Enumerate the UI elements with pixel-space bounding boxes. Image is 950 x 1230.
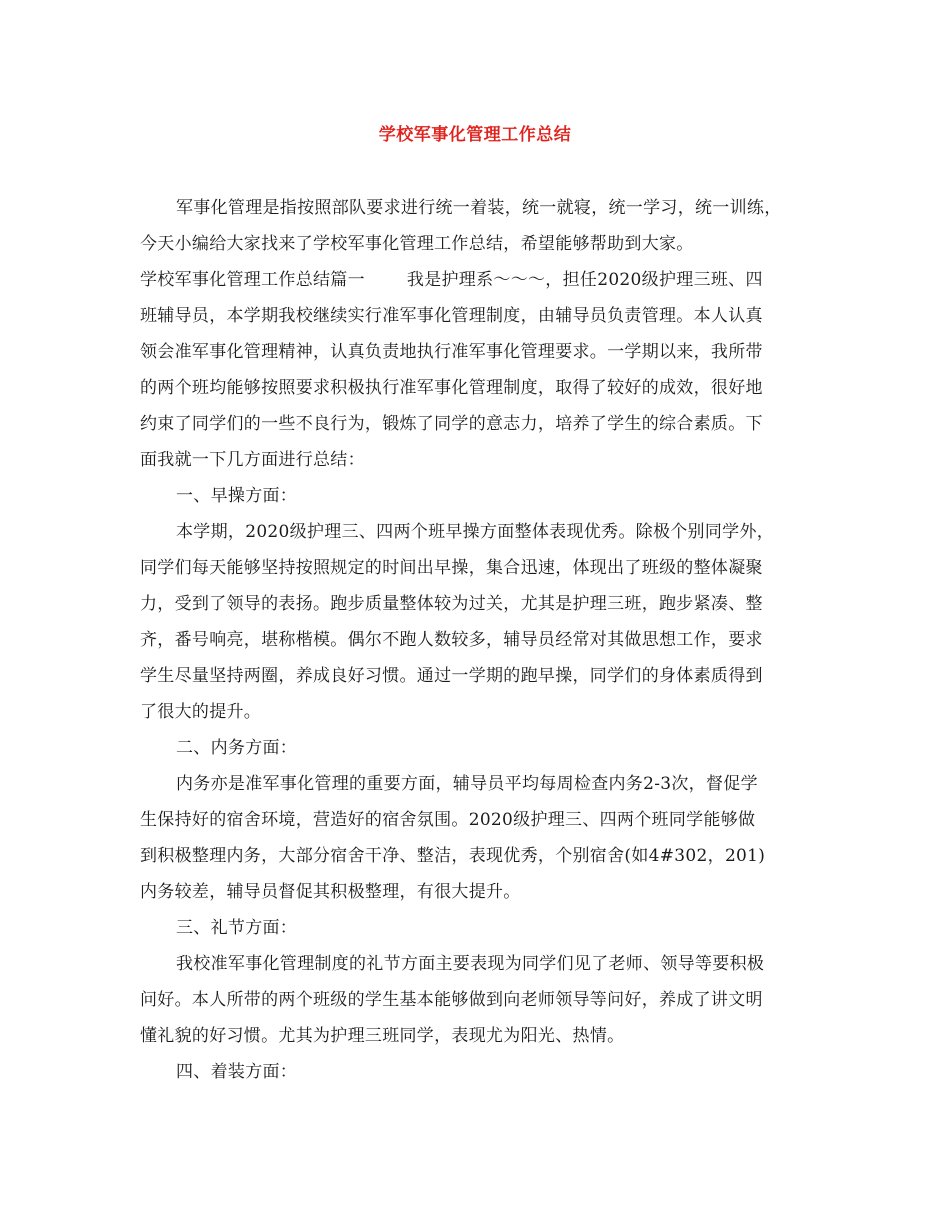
document-title: 学校军事化管理工作总结	[378, 125, 572, 145]
paragraph-line: 内务亦是准军事化管理的重要方面，辅导员平均每周检查内务2-3次，督促学	[176, 774, 758, 794]
paragraph-line: 懂礼貌的好习惯。尤其为护理三班同学，表现尤为阳光、热情。	[140, 1026, 625, 1046]
paragraph-line: 内务较差，辅导员督促其积极整理，有很大提升。	[140, 882, 521, 902]
section-heading: 学校军事化管理工作总结篇一	[140, 270, 365, 290]
subsection-heading: 四、着装方面：	[176, 1062, 298, 1082]
subsection-heading: 三、礼节方面：	[176, 918, 298, 938]
paragraph-text: 我是护理系～～～，担任2020级护理三班、四	[406, 270, 763, 290]
paragraph-line: 军事化管理是指按照部队要求进行统一着装，统一就寝，统一学习，统一训练，	[176, 198, 782, 218]
paragraph-line: 了很大的提升。	[140, 702, 262, 722]
paragraph-line: 班辅导员，本学期我校继续实行准军事化管理制度，由辅导员负责管理。本人认真	[140, 306, 763, 326]
paragraph-line: 面我就一下几方面进行总结：	[140, 450, 365, 470]
paragraph-line: 领会准军事化管理精神，认真负责地执行准军事化管理要求。一学期以来，我所带	[140, 342, 763, 362]
paragraph-line: 问好。本人所带的两个班级的学生基本能够做到向老师领导等问好，养成了讲文明	[140, 990, 763, 1010]
paragraph-line: 生保持好的宿舍环境，营造好的宿舍氛围。2020级护理三、四两个班同学能够做	[140, 810, 756, 830]
paragraph-line: 齐，番号响亮，堪称楷模。偶尔不跑人数较多，辅导员经常对其做思想工作，要求	[140, 630, 763, 650]
paragraph-line: 力，受到了领导的表扬。跑步质量整体较为过关，尤其是护理三班，跑步紧凑、整	[140, 594, 763, 614]
paragraph-line: 到积极整理内务，大部分宿舍干净、整洁，表现优秀，个别宿舍(如4#302，201)	[140, 846, 766, 866]
paragraph-line: 学生尽量坚持两圈，养成良好习惯。通过一学期的跑早操，同学们的身体素质得到	[140, 666, 763, 686]
subsection-heading: 二、内务方面：	[176, 738, 298, 758]
paragraph-line: 同学们每天能够坚持按照规定的时间出早操，集合迅速，体现出了班级的整体凝聚	[140, 558, 763, 578]
paragraph-line: 的两个班均能够按照要求积极执行准军事化管理制度，取得了较好的成效，很好地	[140, 378, 763, 398]
paragraph-line: 本学期，2020级护理三、四两个班早操方面整体表现优秀。除极个别同学外，	[176, 522, 775, 542]
paragraph-line-heading	[140, 268, 820, 292]
paragraph-line: 今天小编给大家找来了学校军事化管理工作总结，希望能够帮助到大家。	[140, 234, 694, 254]
paragraph-line: 约束了同学们的一些不良行为，锻炼了同学的意志力，培养了学生的综合素质。下	[140, 414, 763, 434]
subsection-heading: 一、早操方面：	[176, 486, 298, 506]
paragraph-line: 我校准军事化管理制度的礼节方面主要表现为同学们见了老师、领导等要积极	[176, 954, 765, 974]
